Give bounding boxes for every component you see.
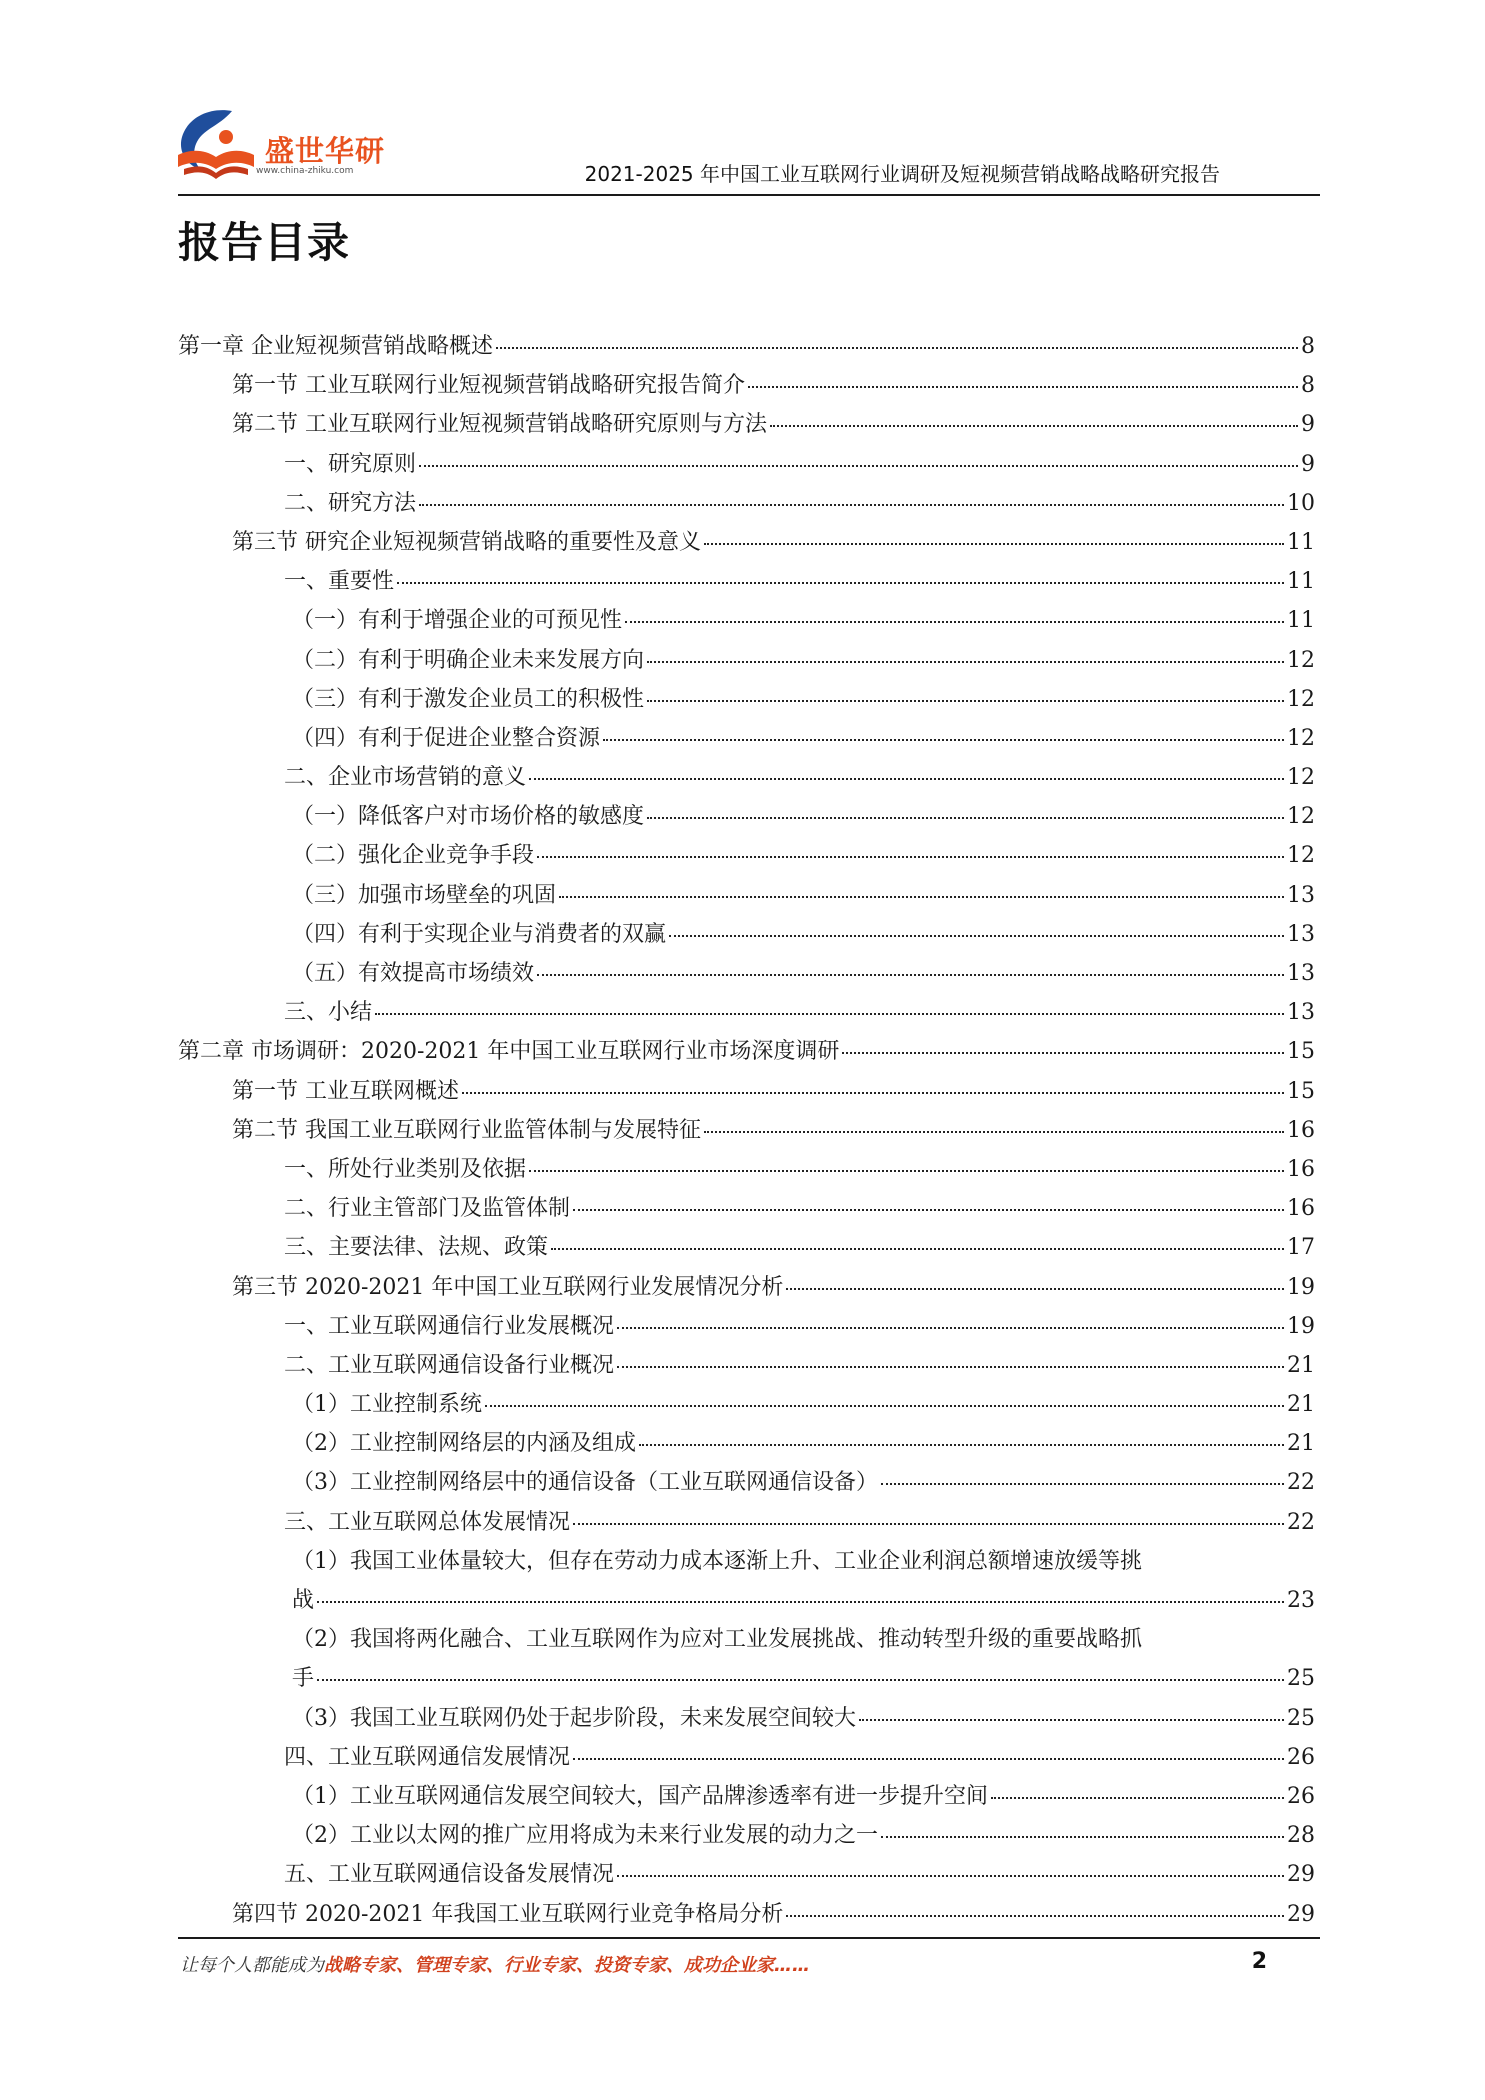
toc-entry[interactable] xyxy=(178,484,1315,523)
dot-leader xyxy=(639,1443,1284,1446)
toc-entry[interactable] xyxy=(178,1072,1315,1111)
toc-entry-title: （三）加强市场壁垒的巩固 xyxy=(292,882,557,908)
dot-leader xyxy=(617,1326,1284,1329)
toc-entry-title: （2）工业控制网络层的内涵及组成 xyxy=(292,1431,636,1457)
dot-leader xyxy=(704,1130,1284,1133)
toc-entry-title: （二）有利于明确企业未来发展方向 xyxy=(292,647,645,673)
toc-entry-title: 五、工业互联网通信设备发展情况 xyxy=(284,1862,615,1888)
dot-leader xyxy=(991,1796,1284,1799)
logo-mark-icon xyxy=(170,103,260,183)
dot-leader xyxy=(647,816,1284,819)
dot-leader xyxy=(617,1365,1284,1368)
toc-page-number: 21 xyxy=(1287,1352,1315,1378)
toc-page-number: 8 xyxy=(1301,373,1315,399)
toc-page-number: 12 xyxy=(1287,647,1315,673)
toc-entry[interactable] xyxy=(178,797,1315,836)
toc-entry-title: （二）强化企业竞争手段 xyxy=(292,843,535,869)
dot-leader xyxy=(529,1169,1284,1172)
toc-entry[interactable] xyxy=(178,954,1315,993)
toc-page-number: 29 xyxy=(1287,1862,1315,1888)
dot-leader xyxy=(573,1522,1284,1525)
toc-entry[interactable] xyxy=(178,445,1315,484)
dot-leader xyxy=(397,581,1284,584)
dot-leader xyxy=(603,738,1284,741)
toc-page-number: 12 xyxy=(1287,686,1315,712)
toc-entry[interactable] xyxy=(178,1032,1315,1071)
toc-page-number: 16 xyxy=(1287,1156,1315,1182)
toc-entry[interactable] xyxy=(178,1385,1315,1424)
toc-page-number: 13 xyxy=(1287,1000,1315,1026)
toc-entry-title: （四）有利于促进企业整合资源 xyxy=(292,725,601,751)
toc-entry[interactable] xyxy=(178,680,1315,719)
report-title: 2021-2025 年中国工业互联网行业调研及短视频营销战略战略研究报告 xyxy=(584,162,1220,186)
dot-leader xyxy=(748,385,1298,388)
toc-page-number: 19 xyxy=(1287,1274,1315,1300)
toc-page-number: 8 xyxy=(1301,334,1315,359)
toc-entry[interactable] xyxy=(178,1424,1315,1463)
toc-entry-title: （1）我国工业体量较大，但存在劳动力成本逐渐上升、工业企业利润总额增速放缓等挑 xyxy=(292,1548,1142,1574)
dot-leader xyxy=(537,973,1284,976)
toc-entry-title: 二、工业互联网通信设备行业概况 xyxy=(284,1352,615,1378)
toc-entry-title: 三、主要法律、法规、政策 xyxy=(284,1235,549,1261)
toc-page-number: 26 xyxy=(1287,1744,1315,1770)
toc-entry[interactable] xyxy=(178,1895,1315,1934)
dot-leader xyxy=(881,1835,1284,1838)
dot-leader xyxy=(573,1208,1284,1211)
toc-entry-title: 三、工业互联网总体发展情况 xyxy=(284,1509,571,1535)
toc-entry[interactable] xyxy=(178,1777,1315,1816)
logo-name: 盛世华研 xyxy=(265,134,386,168)
dot-leader xyxy=(375,1012,1284,1015)
dot-leader xyxy=(881,1482,1284,1485)
dot-leader xyxy=(496,346,1298,349)
toc-entry-title: （3）我国工业互联网仍处于起步阶段，未来发展空间较大 xyxy=(292,1705,856,1731)
dot-leader xyxy=(485,1404,1284,1407)
dot-leader xyxy=(551,1247,1284,1250)
toc-entry[interactable] xyxy=(178,1307,1315,1346)
toc-entry[interactable] xyxy=(178,915,1315,954)
slogan-highlight: 战略专家、管理专家、行业专家、投资专家、成功企业家…… xyxy=(324,1955,810,1976)
toc-entry[interactable] xyxy=(178,1111,1315,1150)
toc-page-number: 13 xyxy=(1287,882,1315,908)
dot-leader xyxy=(859,1718,1284,1721)
toc-entry[interactable] xyxy=(178,1189,1315,1228)
footer-divider xyxy=(178,1937,1320,1939)
toc-page-number: 11 xyxy=(1287,569,1315,595)
toc-entry-title: 一、研究原则 xyxy=(284,451,417,477)
toc-entry[interactable] xyxy=(178,1228,1315,1267)
toc-entry-title-continued: 战 xyxy=(292,1588,315,1613)
toc-entry-title: 第一节 工业互联网行业短视频营销战略研究报告简介 xyxy=(232,373,745,399)
toc-page-number: 23 xyxy=(1287,1588,1315,1613)
dot-leader xyxy=(317,1600,1284,1603)
toc-entry-title: 第三节 2020-2021 年中国工业互联网行业发展情况分析 xyxy=(232,1274,784,1300)
toc-entry[interactable] xyxy=(178,562,1315,601)
toc-entry[interactable] xyxy=(178,641,1315,680)
dot-leader xyxy=(419,464,1298,467)
dot-leader xyxy=(617,1874,1284,1877)
toc-entry-title: 第一章 企业短视频营销战略概述 xyxy=(178,334,493,359)
header-divider xyxy=(178,194,1320,196)
toc-entry-title: 二、企业市场营销的意义 xyxy=(284,765,527,791)
page-number: 2 xyxy=(1251,1949,1267,1974)
toc-page-number: 19 xyxy=(1287,1313,1315,1339)
toc-entry-title: （一）有利于增强企业的可预见性 xyxy=(292,608,623,634)
toc-entry-title: 第四节 2020-2021 年我国工业互联网行业竞争格局分析 xyxy=(232,1901,784,1927)
dot-leader xyxy=(419,503,1284,506)
toc-entry[interactable] xyxy=(178,366,1315,405)
page-heading: 报告目录 xyxy=(178,218,351,267)
toc-page-number: 25 xyxy=(1287,1666,1315,1692)
toc-entry-title: （三）有利于激发企业员工的积极性 xyxy=(292,686,645,712)
toc-entry-title: 一、重要性 xyxy=(284,569,395,595)
toc-page-number: 9 xyxy=(1301,412,1315,438)
toc-entry[interactable] xyxy=(178,1346,1315,1385)
toc-page-number: 29 xyxy=(1287,1901,1315,1927)
toc-page-number: 21 xyxy=(1287,1392,1315,1418)
toc-entry-title-continued: 手 xyxy=(292,1666,315,1692)
toc-page-number: 16 xyxy=(1287,1196,1315,1222)
table-of-contents xyxy=(178,327,1315,1934)
toc-page-number: 12 xyxy=(1287,804,1315,830)
dot-leader xyxy=(786,1914,1284,1917)
toc-entry[interactable] xyxy=(178,405,1315,444)
toc-page-number: 15 xyxy=(1287,1078,1315,1104)
toc-entry[interactable] xyxy=(178,1699,1315,1738)
toc-entry[interactable] xyxy=(178,876,1315,915)
toc-entry[interactable] xyxy=(178,1503,1315,1542)
toc-page-number: 22 xyxy=(1287,1509,1315,1535)
toc-page-number: 17 xyxy=(1287,1235,1315,1261)
dot-leader xyxy=(317,1678,1284,1681)
toc-page-number: 25 xyxy=(1287,1705,1315,1731)
toc-entry-title: 四、工业互联网通信发展情况 xyxy=(284,1744,571,1770)
toc-entry-title: （2）工业以太网的推广应用将成为未来行业发展的动力之一 xyxy=(292,1823,878,1849)
dot-leader xyxy=(770,424,1298,427)
dot-leader xyxy=(842,1051,1284,1054)
toc-page-number: 13 xyxy=(1287,921,1315,947)
toc-entry-title: 一、所处行业类别及依据 xyxy=(284,1156,527,1182)
toc-entry-title: 第二章 市场调研：2020-2021 年中国工业互联网行业市场深度调研 xyxy=(178,1039,840,1065)
dot-leader xyxy=(573,1757,1284,1760)
company-logo xyxy=(170,103,410,183)
dot-leader xyxy=(462,1091,1284,1094)
toc-entry-title: （1）工业控制系统 xyxy=(292,1392,482,1418)
toc-page-number: 10 xyxy=(1287,490,1315,516)
toc-page-number: 16 xyxy=(1287,1117,1315,1143)
toc-page-number: 12 xyxy=(1287,843,1315,869)
toc-entry-title: 第二节 工业互联网行业短视频营销战略研究原则与方法 xyxy=(232,412,767,438)
toc-entry-title: （3）工业控制网络层中的通信设备（工业互联网通信设备） xyxy=(292,1470,878,1496)
dot-leader xyxy=(786,1287,1284,1290)
toc-entry-title: 第二节 我国工业互联网行业监管体制与发展特征 xyxy=(232,1117,701,1143)
toc-entry[interactable] xyxy=(178,1268,1315,1307)
dot-leader xyxy=(529,777,1284,780)
toc-page-number: 9 xyxy=(1301,451,1315,477)
toc-entry[interactable] xyxy=(178,1620,1315,1698)
toc-entry[interactable] xyxy=(178,836,1315,875)
toc-entry[interactable] xyxy=(178,523,1315,562)
dot-leader xyxy=(559,895,1284,898)
toc-entry-title: 二、研究方法 xyxy=(284,490,417,516)
toc-entry[interactable] xyxy=(178,1463,1315,1502)
toc-entry-title: 三、小结 xyxy=(284,1000,373,1026)
toc-entry-title: （1）工业互联网通信发展空间较大，国产品牌渗透率有进一步提升空间 xyxy=(292,1783,988,1809)
toc-entry[interactable] xyxy=(178,758,1315,797)
toc-page-number: 15 xyxy=(1287,1039,1315,1065)
dot-leader xyxy=(669,934,1284,937)
toc-entry-title: 二、行业主管部门及监管体制 xyxy=(284,1196,571,1222)
toc-entry-title: （四）有利于实现企业与消费者的双赢 xyxy=(292,921,667,947)
dot-leader xyxy=(625,620,1284,623)
toc-page-number: 28 xyxy=(1287,1823,1315,1849)
toc-entry-title: （五）有效提高市场绩效 xyxy=(292,961,535,986)
toc-page-number: 11 xyxy=(1287,529,1315,555)
toc-entry[interactable] xyxy=(178,719,1315,758)
toc-entry[interactable] xyxy=(178,327,1315,366)
toc-entry[interactable] xyxy=(178,1150,1315,1189)
dot-leader xyxy=(647,699,1284,702)
slogan-prefix: 让每个人都能成为 xyxy=(180,1955,324,1976)
toc-page-number: 12 xyxy=(1287,765,1315,791)
toc-page-number: 13 xyxy=(1287,961,1315,986)
toc-page-number: 22 xyxy=(1287,1470,1315,1496)
toc-entry-title: （2）我国将两化融合、工业互联网作为应对工业发展挑战、推动转型升级的重要战略抓 xyxy=(292,1627,1142,1653)
logo-url: www.china-zhiku.com xyxy=(256,166,354,176)
toc-entry[interactable] xyxy=(178,1855,1315,1894)
toc-entry-title: （一）降低客户对市场价格的敏感度 xyxy=(292,804,645,830)
dot-leader xyxy=(647,660,1284,663)
toc-entry[interactable] xyxy=(178,1738,1315,1777)
dot-leader xyxy=(537,855,1284,858)
toc-entry[interactable] xyxy=(178,1816,1315,1855)
toc-entry[interactable] xyxy=(178,1542,1315,1620)
dot-leader xyxy=(704,542,1284,545)
toc-entry-title: 第三节 研究企业短视频营销战略的重要性及意义 xyxy=(232,529,701,555)
toc-page-number: 21 xyxy=(1287,1431,1315,1457)
toc-page-number: 12 xyxy=(1287,725,1315,751)
toc-entry-title: 一、工业互联网通信行业发展概况 xyxy=(284,1313,615,1339)
footer-slogan xyxy=(180,1951,810,1977)
toc-entry[interactable] xyxy=(178,601,1315,640)
toc-entry[interactable] xyxy=(178,993,1315,1032)
toc-page-number: 26 xyxy=(1287,1783,1315,1809)
toc-page-number: 11 xyxy=(1287,608,1315,634)
toc-entry-title: 第一节 工业互联网概述 xyxy=(232,1078,459,1104)
